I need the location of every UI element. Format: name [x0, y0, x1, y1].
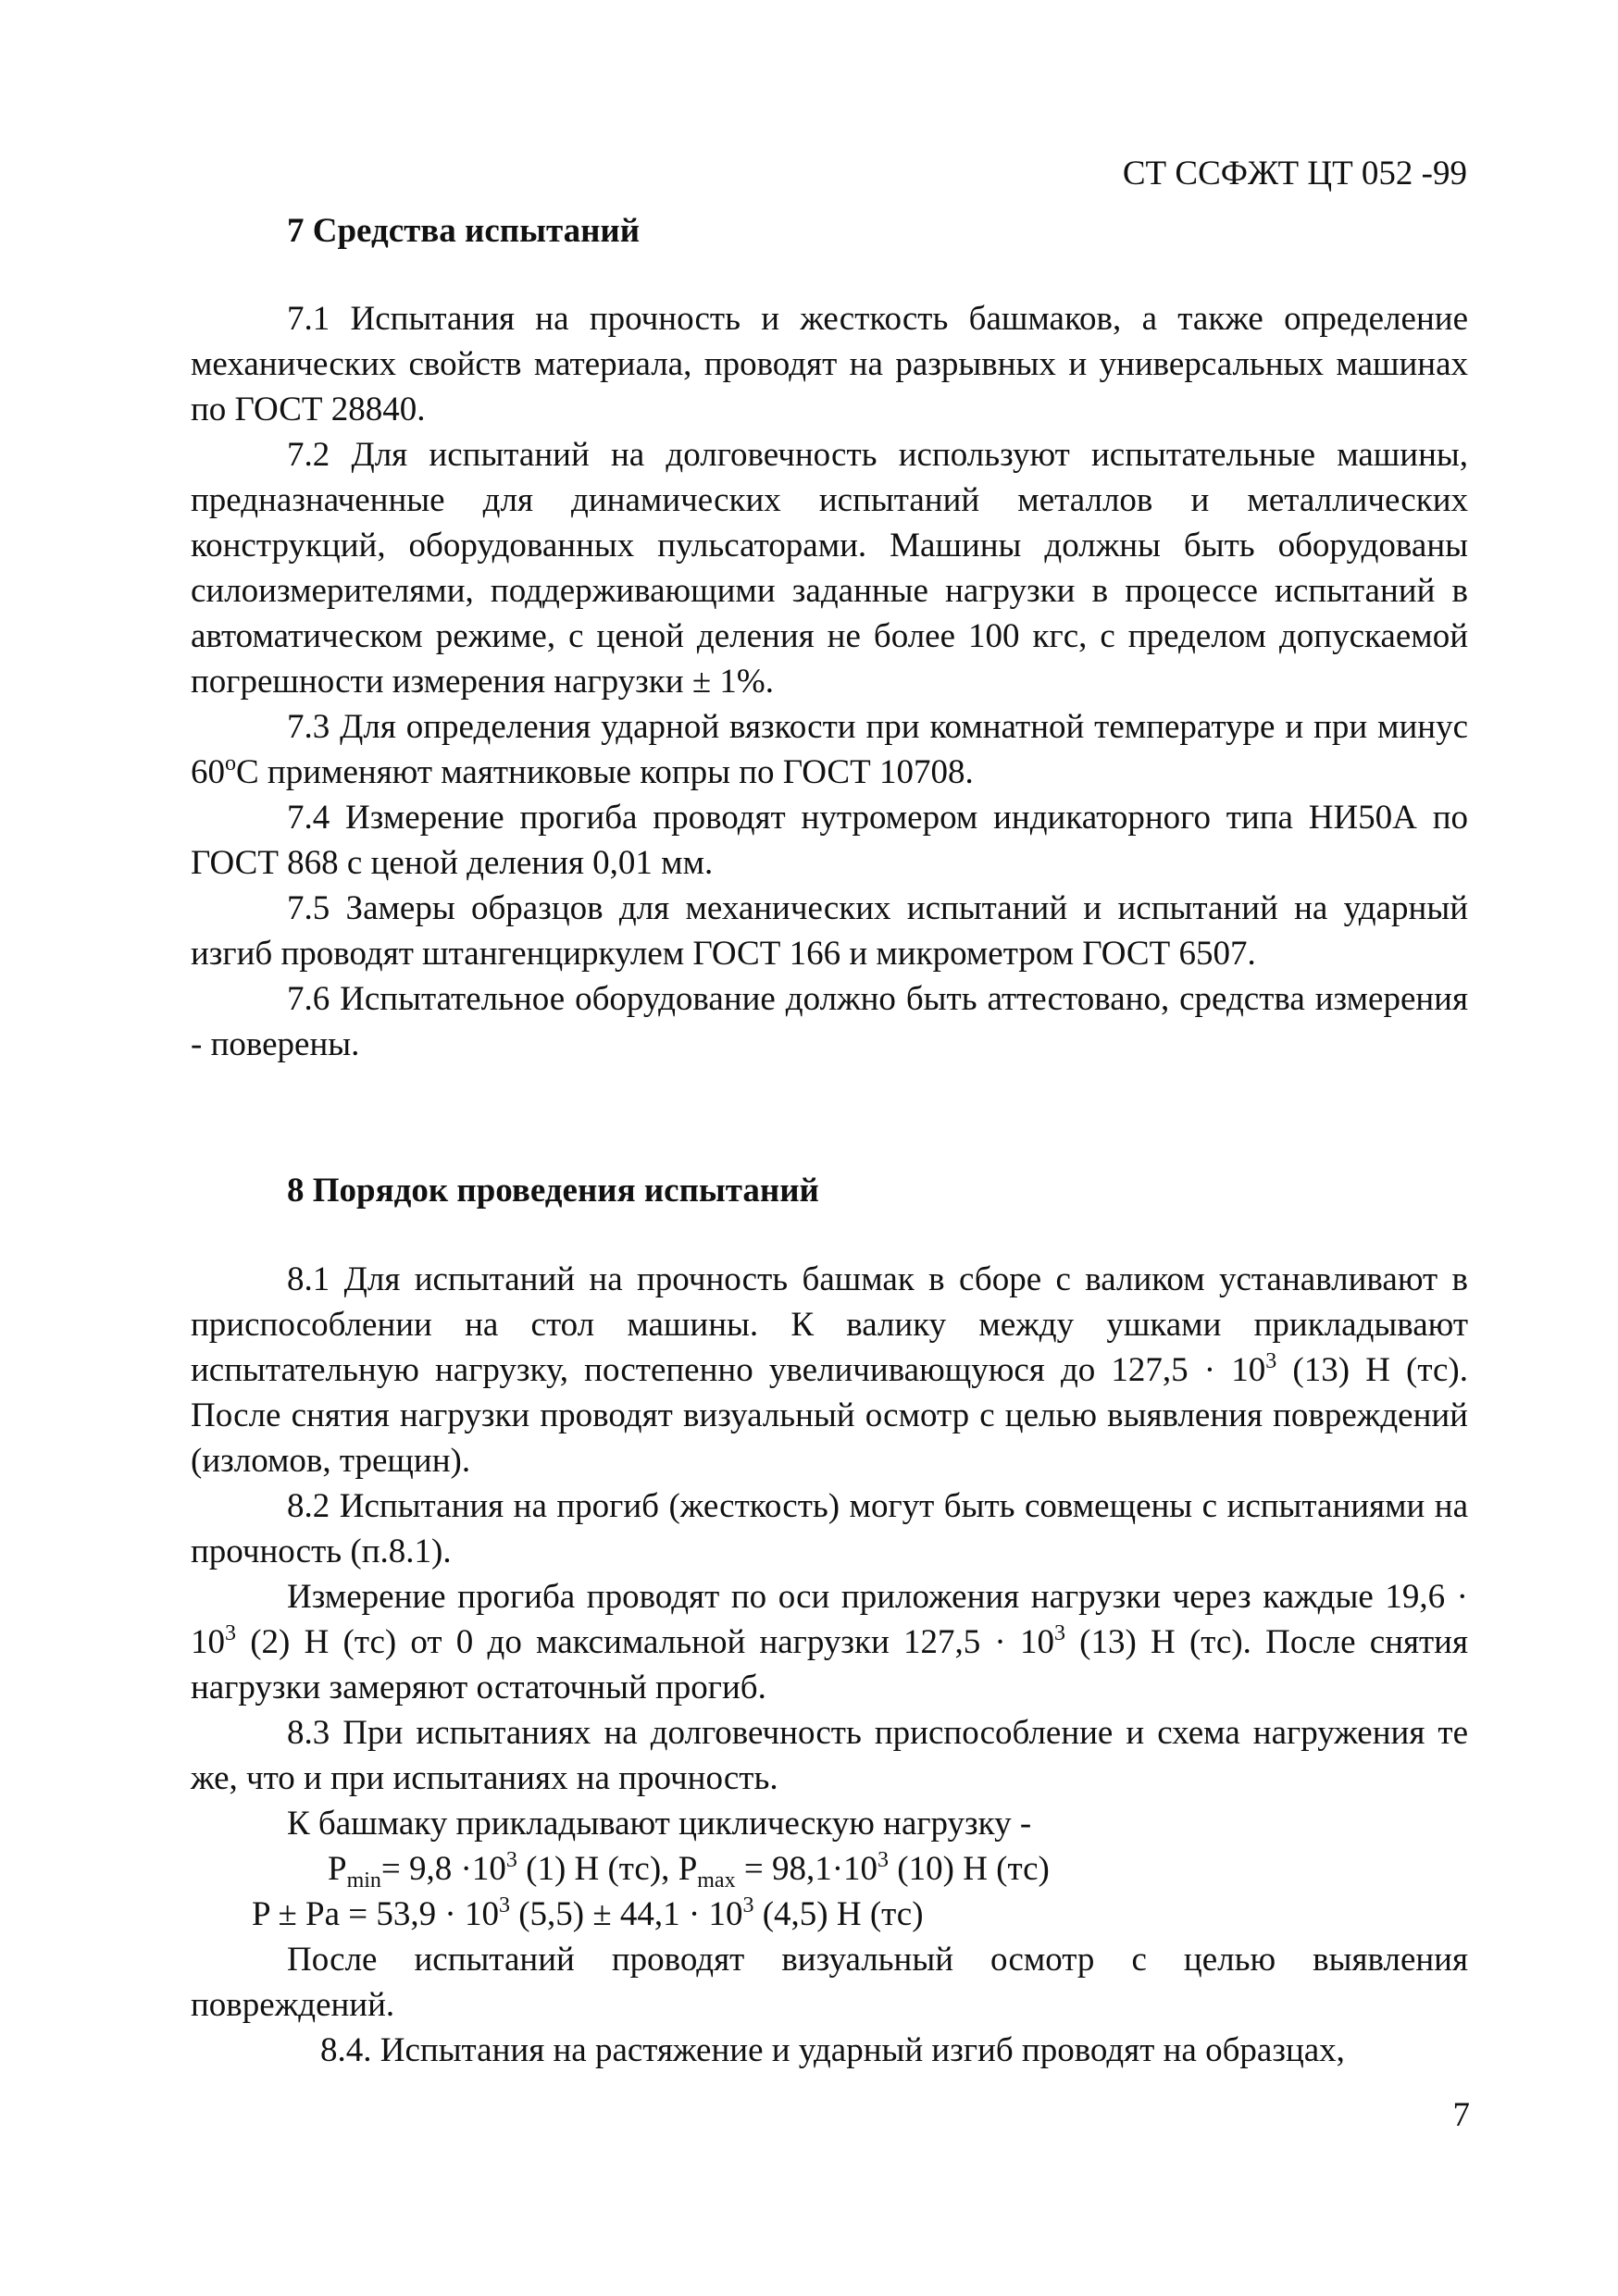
paragraph-8-3: 8.3 При испытаниях на долговечность приспособление и схема нагружения те же, что и при испытаниях на прочность. — [191, 1714, 1468, 1797]
cyclic-load-intro: К башмаку прикладывают циклическую нагрузку - — [287, 1805, 1032, 1843]
paragraph-7-1: 7.1 Испытания на прочность и жесткость башмаков, а также определение механических свойств материала, проводят на разрывных и универсальных машинах по ГОСТ 28840. — [191, 300, 1468, 428]
paragraph-7-5: 7.5 Замеры образцов для механических испытаний и испытаний на ударный изгиб проводят штангенциркулем ГОСТ 166 и микрометром ГОСТ 6507. — [191, 889, 1468, 973]
paragraph-after-tests: После испытаний проводят визуальный осмотр с целью выявления повреждений. — [191, 1941, 1468, 2024]
paragraph-8-4: 8.4. Испытания на растяжение и ударный изгиб проводят на образцах, — [320, 2031, 1345, 2069]
load-formula-amplitude: $P \pm Pa = 53,9 \cdot 10^3$ $(5,5) \pm 44,1 \cdot 10^3$ (4,5) Н (тс) — [252, 1893, 924, 1933]
section-8-body — [191, 1257, 1468, 2073]
section-8-title: 8 Порядок проведения испытаний — [287, 1172, 819, 1210]
paragraph-8-2-measurement: Измерение прогиба проводят по оси приложения нагрузки через каждые $19,6 \cdot 10^3$ (2) Н (тс) от 0 до максимальной нагрузки $127,5 \cdot 10^3$ (13) Н (тс). После снятия нагрузки замеряют остаточный прогиб. — [191, 1578, 1469, 1706]
section-7-body — [191, 296, 1468, 1067]
paragraph-8-1: 8.1 Для испытаний на прочность башмак в сборе с валиком устанавливают в приспособлении на стол машины. К валику между ушками прикладывают испытательную нагрузку, постепенно увеличивающуюся до $127,5 \cdot 10^3$ (13) Н (тс). После снятия нагрузки проводят визуальный осмотр с целью выявления повреждений (изломов, трещин). — [191, 1260, 1468, 1480]
paragraph-7-4: 7.4 Измерение прогиба проводят нутромером индикаторного типа НИ50А по ГОСТ 868 с ценой деления 0,01 мм. — [191, 799, 1468, 882]
document-id: СТ ССФЖТ ЦТ 052 -99 — [1122, 155, 1467, 192]
paragraph-7-3: 7.3 Для определения ударной вязкости при комнатной температуре и при минус $60^оС$ применяют маятниковые копры по ГОСТ 10708. — [191, 708, 1468, 791]
paragraph-8-2: 8.2 Испытания на прогиб (жесткость) могут быть совмещены с испытаниями на прочность (п.8.1). — [191, 1487, 1468, 1570]
paragraph-7-2: 7.2 Для испытаний на долговечность используют испытательные машины, предназначенные для динамических испытаний металлов и металлических конструкций, оборудованных пульсаторами. Машины должны быть оборудованы силоизмерителями, поддерживающими заданные нагрузки в процессе испытаний в автоматическом режиме, с ценой деления не более 100 кгс, с пределом допускаемой погрешности измерения нагрузки ± 1%. — [191, 436, 1468, 701]
section-7-title: 7 Средства испытаний — [287, 212, 641, 250]
page-number: 7 — [1452, 2096, 1470, 2134]
paragraph-7-6: 7.6 Испытательное оборудование должно быть аттестовано, средства измерения - поверены. — [191, 980, 1468, 1063]
load-formula-pmin-pmax: $P_{min}= 9,8 \cdot 10^3$ (1) Н (тс), $P_{max} = 98,1\cdot 10^3$ (10) Н (тс) — [328, 1848, 1050, 1893]
